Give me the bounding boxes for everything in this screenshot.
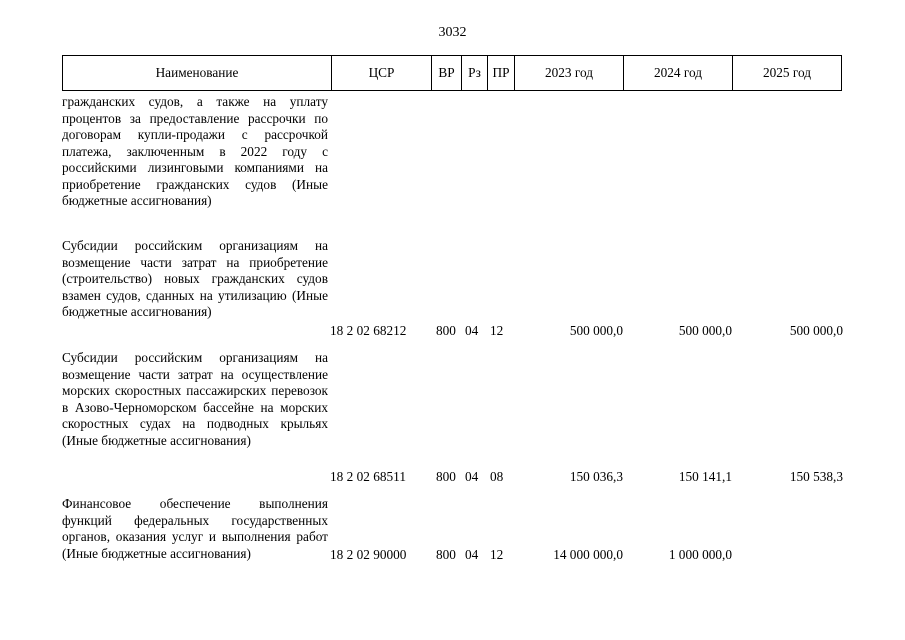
page-number: 3032 [438,25,467,40]
row-2024: 500 000,0 [678,323,732,338]
row-pr: 12 [490,323,504,338]
row-2023: 14 000 000,0 [553,547,623,562]
row-csr: 18 2 02 68212 [330,323,407,338]
row-2023: 500 000,0 [569,323,623,338]
header-rz: Рз [462,56,488,90]
row-vr: 800 [436,547,456,562]
row-pr: 12 [490,547,504,562]
row-2025: 500 000,0 [789,323,843,338]
table-header [62,55,842,91]
header-name: Наименование [63,56,332,90]
row-2025: 150 538,3 [789,469,843,484]
row-description: Субсидии российским организациям на возмещение части затрат на осуществление морских скоростных пассажирских перевозок в Азово-Черноморском бассейне на морских скоростных судах на подводных крыльях (Иные бюджетные ассигнования) [62,350,328,448]
row-rz: 04 [465,547,479,562]
row-2023: 150 036,3 [569,469,623,484]
row-description: гражданских судов, а также на уплату процентов за предоставление рассрочки по договорам купли-продажи с рассрочкой платежа, заключенным в 2022 году с российскими лизинговыми компаниями на приобретение гражданских судов (Иные бюджетные ассигнования) [62,94,328,208]
row-vr: 800 [436,323,456,338]
header-2024: 2024 год [624,56,733,90]
row-pr: 08 [490,469,504,484]
header-2025: 2025 год [762,65,812,80]
row-csr: 18 2 02 90000 [330,547,407,562]
row-description: Финансовое обеспечение выполнения функций федеральных государственных органов, оказания услуг и выполнения работ (Иные бюджетные ассигнования) [62,496,328,561]
row-rz: 04 [465,323,479,338]
header-csr: ЦСР [332,56,432,90]
row-csr: 18 2 02 68511 [330,469,406,484]
row-description: Субсидии российским организациям на возмещение части затрат на приобретение (строительство) новых гражданских судов взамен судов, сданных на утилизацию (Иные бюджетные ассигнования) [62,238,328,319]
header-pr: ПР [488,56,515,90]
row-2024: 150 141,1 [678,469,732,484]
header-vr: ВР [432,56,462,90]
row-2024: 1 000 000,0 [668,547,732,562]
row-rz: 04 [465,469,479,484]
header-2023: 2023 год [515,56,624,90]
row-vr: 800 [436,469,456,484]
